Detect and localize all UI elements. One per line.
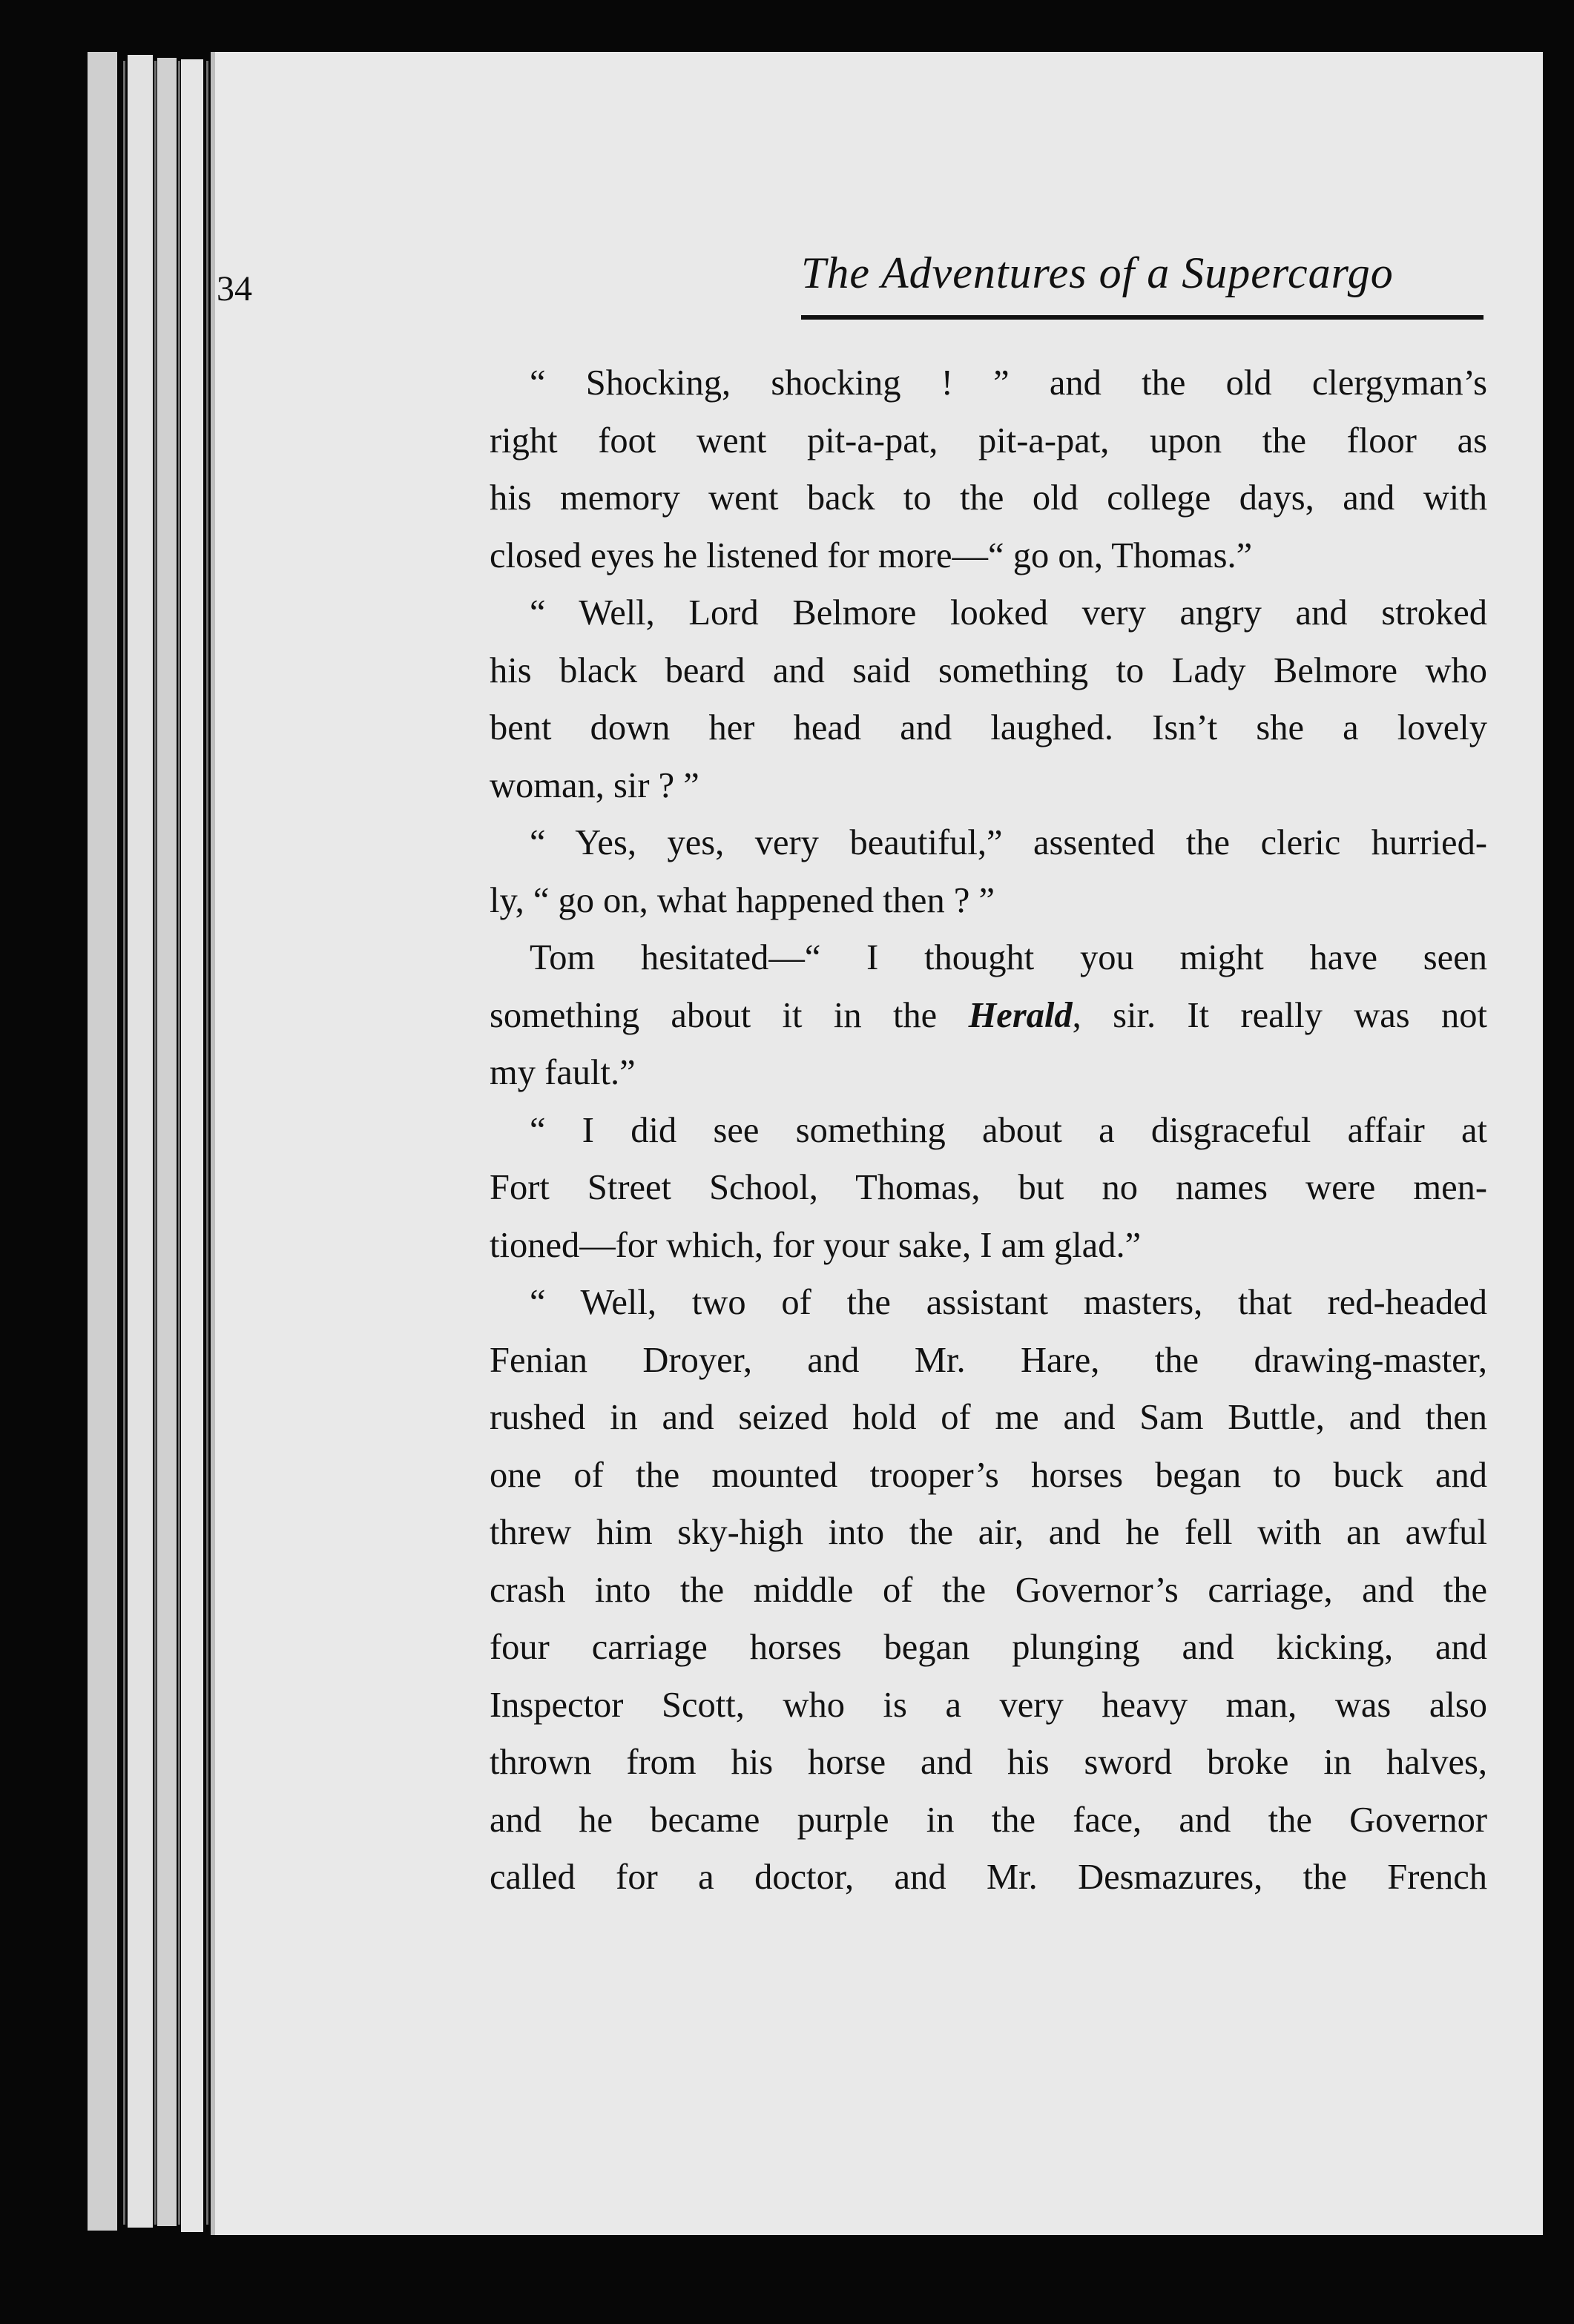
page-edge	[157, 58, 177, 2226]
text-line: “ I did see something about a disgraceful affair at	[530, 1110, 1487, 1150]
text-line: four carriage horses began plunging and kicking, and	[490, 1628, 1487, 1667]
text-line: and he became purple in the face, and the Governor	[490, 1800, 1487, 1840]
text-line: called for a doctor, and Mr. Desmazures, the French	[490, 1858, 1487, 1897]
text-line: his black beard and said something to Lady Belmore who	[490, 650, 1487, 690]
text-line: bent down her head and laughed. Isn’t she a lovely	[490, 708, 1487, 747]
paragraph	[490, 814, 1487, 929]
header-rule	[801, 315, 1484, 320]
page-number: 34	[217, 269, 252, 308]
text-line: “ Well, two of the assistant masters, that red-headed	[530, 1283, 1487, 1322]
text-span: , sir. It really was not	[1072, 995, 1487, 1035]
body-text	[490, 354, 1487, 1907]
paragraph	[490, 1102, 1487, 1275]
text-line: closed eyes he listened for more—“ go on, Thomas.”	[490, 535, 1253, 575]
text-line: Inspector Scott, who is a very heavy man, was also	[490, 1685, 1487, 1725]
text-span: something about it in the	[490, 995, 969, 1035]
page-edge	[88, 52, 117, 2231]
text-line: rushed in and seized hold of me and Sam Buttle, and then	[490, 1398, 1487, 1437]
text-line: “ Well, Lord Belmore looked very angry and stroked	[530, 593, 1487, 633]
text-line: threw him sky-high into the air, and he fell with an awful	[490, 1513, 1487, 1552]
page-edge-line	[154, 61, 157, 2225]
text-line: woman, sir ? ”	[490, 765, 699, 805]
page-edge-line	[178, 61, 180, 2225]
text-line: “ Yes, yes, very beautiful,” assented the cleric hurried-	[530, 823, 1487, 862]
text-line	[490, 987, 1487, 1045]
text-line: ly, “ go on, what happened then ? ”	[490, 880, 995, 920]
text-line: my fault.”	[490, 1053, 636, 1092]
text-line: “ Shocking, shocking ! ” and the old clergyman’s	[530, 363, 1487, 403]
paragraph	[490, 1274, 1487, 1907]
text-line: thrown from his horse and his sword broke in halves,	[490, 1743, 1487, 1782]
paragraph	[490, 929, 1487, 1102]
paragraph	[490, 354, 1487, 584]
text-line: Fort Street School, Thomas, but no names were men-	[490, 1168, 1487, 1207]
text-line: one of the mounted trooper’s horses began to buck and	[490, 1455, 1487, 1495]
newspaper-title: Herald	[968, 995, 1073, 1035]
page-edge	[181, 59, 203, 2232]
text-line: crash into the middle of the Governor’s carriage, and the	[490, 1570, 1487, 1610]
page-edge	[128, 55, 153, 2228]
paragraph	[490, 584, 1487, 814]
text-line: right foot went pit-a-pat, pit-a-pat, upon the floor as	[490, 420, 1487, 460]
text-line: his memory went back to the old college days, and with	[490, 478, 1487, 518]
text-line: Fenian Droyer, and Mr. Hare, the drawing-master,	[490, 1340, 1487, 1380]
text-line: tioned—for which, for your sake, I am glad.”	[490, 1225, 1142, 1265]
page-edge-line	[206, 61, 208, 2225]
running-title: The Adventures of a Supercargo	[801, 248, 1394, 297]
page-edge-line	[123, 61, 125, 2225]
text-line: Tom hesitated—“ I thought you might have seen	[530, 938, 1487, 977]
